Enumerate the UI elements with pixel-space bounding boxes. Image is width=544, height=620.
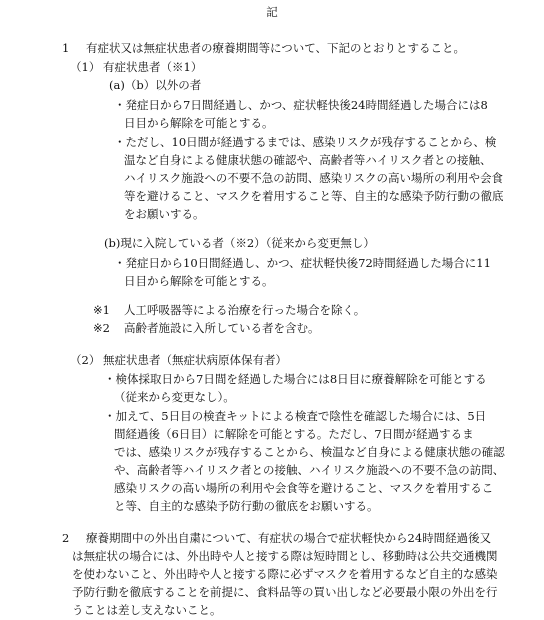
subsection-2-label: （2） <box>70 353 101 367</box>
item-a-bullet-2-line-2: 温など自身による健康状態の確認や、高齢者等ハイリスク者との接触、 <box>124 153 492 167</box>
section-2-number: 2 <box>62 531 70 545</box>
item-a-bullet-1-line-1: ・発症日から7日間経過し、かつ、症状軽快後24時間経過した場合には8 <box>114 98 488 112</box>
subsection-1-title: 有症状患者（※1） <box>103 60 203 74</box>
sub2-bullet-2-line-1: ・加えて、5日目の検査キットによる検査で陰性を確認した場合には、5日 <box>104 409 487 423</box>
sub2-bullet-2-line-6: と等、自主的な感染予防行動の徹底をお願いする。 <box>114 499 379 513</box>
item-a-header: (a)（b）以外の者 <box>109 78 202 92</box>
document-heading: 記 <box>266 5 278 19</box>
sub2-bullet-1-line-2: （従来から変更なし）。 <box>114 390 235 404</box>
item-b-header: (b)現に入院している者（※2）（従来から変更無し） <box>104 236 375 250</box>
section-2-line-3: を使わないこと、外出時や人と接する際に必ずマスクを着用するなど自主的な感染 <box>72 567 498 581</box>
section-2-line-1: 療養期間中の外出自粛について、有症状の場合で症状軽快から24時間経過後又 <box>86 531 492 545</box>
sub2-bullet-2-line-3: では、感染リスクが残存することから、検温など自身による健康状態の確認 <box>114 445 505 459</box>
sub2-bullet-1-line-1: ・検体採取日から7日間を経過した場合には8日目に療養解除を可能とする <box>104 372 487 386</box>
note-2-text: 高齢者施設に入所している者を含む。 <box>124 321 320 335</box>
item-b-bullet-line-1: ・発症日から10日間経過し、かつ、症状軽快後72時間経過した場合に11 <box>114 256 491 270</box>
sub2-bullet-2-line-5: 感染リスクの高い場所の利用や会食等を避けること、マスクを着用するこ <box>114 481 494 495</box>
item-a-bullet-2-line-1: ・ただし、10日間が経過するまでは、感染リスクが残存することから、検 <box>114 135 497 149</box>
note-1-text: 人工呼吸器等による治療を行った場合を除く。 <box>124 303 366 317</box>
note-1-label: ※1 <box>93 303 110 317</box>
item-a-bullet-1-line-2: 日目から解除を可能とする。 <box>124 116 274 130</box>
note-2-label: ※2 <box>93 321 110 335</box>
item-a-bullet-2-line-5: をお願いする。 <box>124 207 205 221</box>
subsection-2-title: 無症状患者（無症状病原体保有者） <box>103 353 287 367</box>
item-a-bullet-2-line-4: 等を避けること、マスクを着用すること等、自主的な感染予防行動の徹底 <box>124 189 504 203</box>
section-2-line-4: 予防行動を徹底することを前提に、食料品等の買い出しなど必要最小限の外出を行 <box>72 585 498 599</box>
section-1-number: 1 <box>62 41 70 55</box>
sub2-bullet-2-line-2: 間経過後（6日目）に解除を可能とする。ただし、7日間が経過するま <box>114 427 474 441</box>
section-2-line-5: うことは差し支えないこと。 <box>72 603 222 617</box>
item-b-bullet-line-2: 日目から解除を可能とする。 <box>124 274 274 288</box>
section-2-line-2: は無症状の場合には、外出時や人と接する際は短時間とし、移動時は公共交通機関 <box>72 549 498 563</box>
section-1-title: 有症状又は無症状患者の療養期間等について、下記のとおりとすること。 <box>86 41 466 55</box>
item-a-bullet-2-line-3: ハイリスク施設への不要不急の訪問、感染リスクの高い場所の利用や会食 <box>124 171 504 185</box>
subsection-1-label: （1） <box>70 60 101 74</box>
sub2-bullet-2-line-4: や、高齢者等ハイリスク者との接触、ハイリスク施設への不要不急の訪問、 <box>114 463 505 477</box>
